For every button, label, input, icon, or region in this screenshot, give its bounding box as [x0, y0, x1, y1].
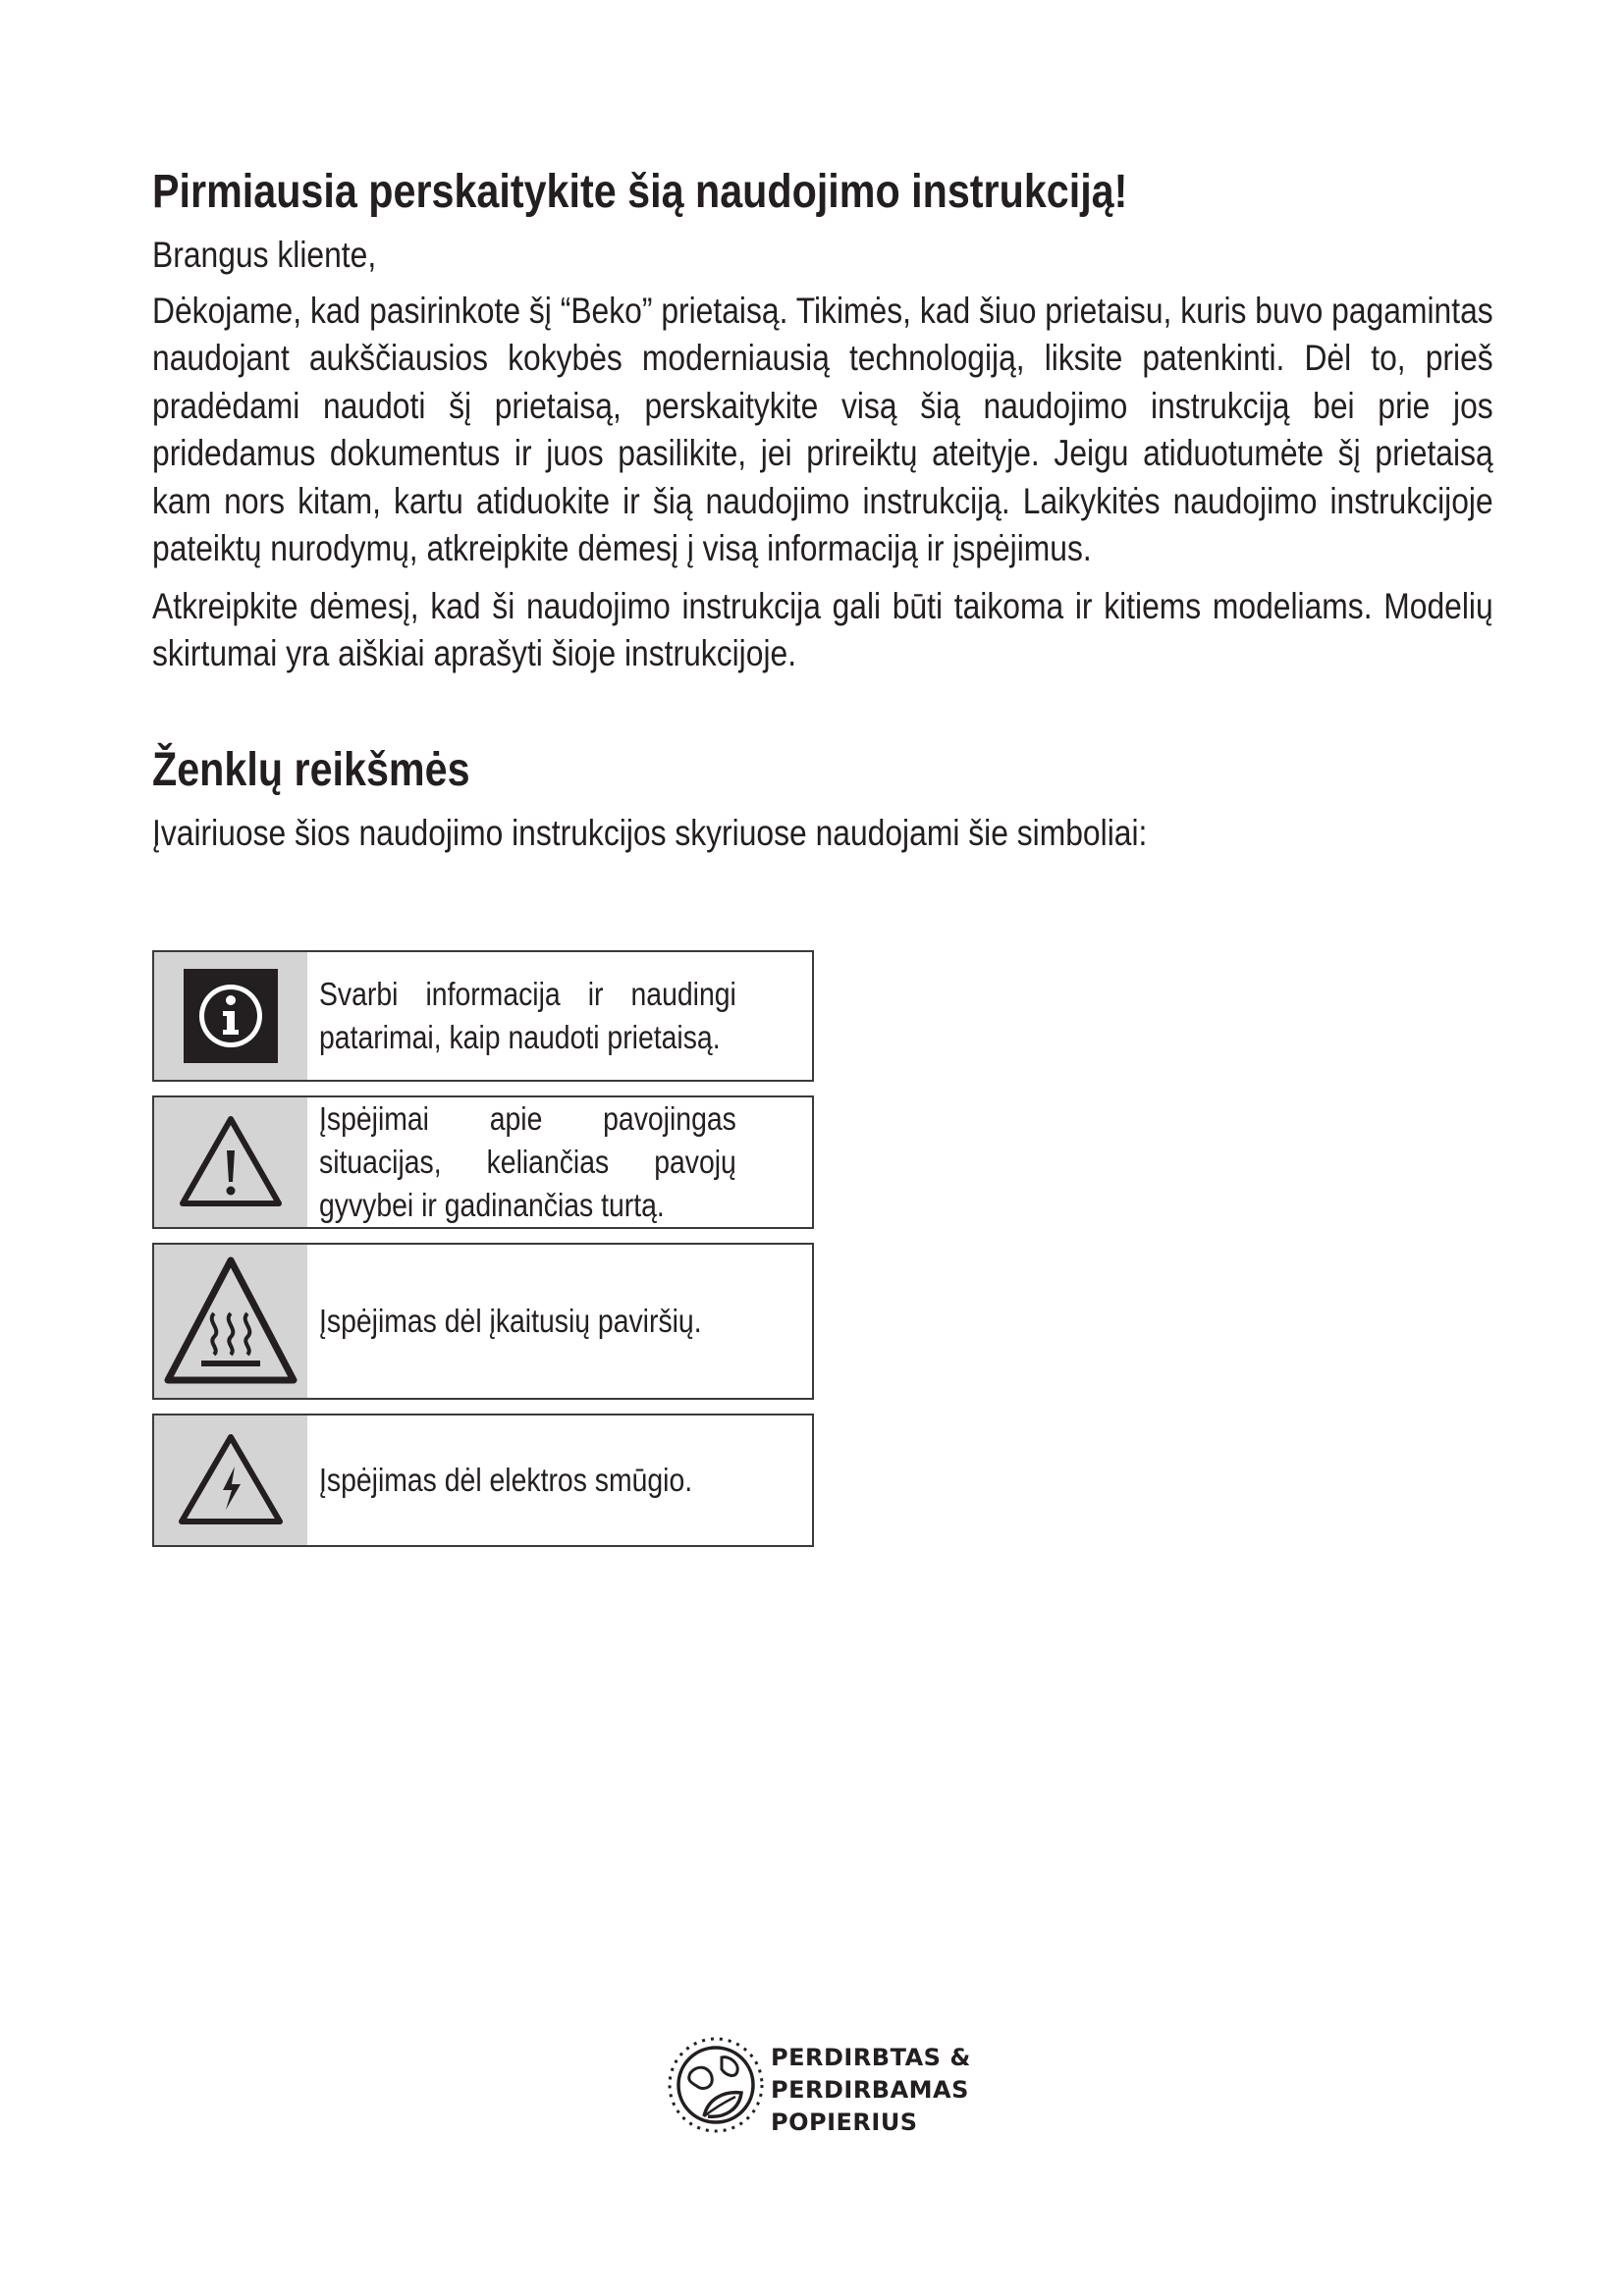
- symbol-row-hot-surface: [152, 1243, 814, 1400]
- symbol-row-warning: [152, 1095, 814, 1229]
- symbol-row-electric-shock: [152, 1414, 814, 1547]
- symbol-text-hot-surface: Įspėjimas dėl įkaitusių paviršių.: [319, 1303, 702, 1339]
- symbol-text-warning: Įspėjimai apie pavojingas situacijas, keliančias pavojų gyvybei ir gadinančias turtą.: [319, 1100, 736, 1223]
- models-note-paragraph: Atkreipkite dėmesį, kad ši naudojimo instrukcija gali būti taikoma ir kitiems modeliams. Modelių skirtumai yra aiškiai aprašyti šioje instrukcijoje.: [152, 585, 1493, 673]
- greeting: Brangus kliente,: [152, 235, 377, 275]
- page-content: [152, 157, 1493, 857]
- intro-paragraph: Dėkojame, kad pasirinkote šį “Beko” prietaisą. Tikimės, kad šiuo prietaisu, kuris buvo pagamintas naudojant aukščiausios kokybės moderniausią technologiją, liksite patenkinti. Dėl to, prieš pradėdami naudoti šį prietaisą, perskaitykite visą šią naudojimo instrukciją bei prie jos pridedamus dokumentus ir juos pasilikite, jei prireiktų ateityje. Jeigu atiduotumėte šį prietaisą kam nors kitam, kartu atiduokite ir šią naudojimo instrukciją. Laikykitės naudojimo instrukcijoje pateiktų nurodymų, atkreipkite dėmesį į visą informaciją ir įspėjimus.: [152, 290, 1493, 568]
- recycle-label-line-2: PERDIRBAMAS: [771, 2076, 969, 2104]
- electric-shock-icon: [176, 1431, 286, 1529]
- recycle-label-line-1: PERDIRBTAS &: [771, 2044, 971, 2071]
- recycled-paper-icon: [665, 2034, 767, 2136]
- symbol-cell: [154, 952, 307, 1080]
- symbol-cell: [154, 1245, 307, 1398]
- recycle-label-line-3: POPIERIUS: [771, 2109, 918, 2136]
- recycled-paper-label: [665, 2034, 979, 2142]
- page-title: Pirmiausia perskaitykite šią naudojimo instrukciją!: [152, 166, 1128, 218]
- warning-exclamation-icon: [177, 1113, 285, 1211]
- symbol-text-info: Svarbi informacija ir naudingi patarimai, kaip naudoti prietaisą.: [319, 976, 736, 1055]
- symbols-intro: Įvairiuose šios naudojimo instrukcijos skyriuose naudojami šie simboliai:: [152, 812, 1148, 853]
- symbol-cell: [154, 1415, 307, 1545]
- symbol-row-info: [152, 950, 814, 1082]
- hot-surface-icon: [162, 1255, 299, 1388]
- symbol-text-electric-shock: Įspėjimas dėl elektros smūgio.: [319, 1462, 693, 1498]
- symbol-cell: [154, 1097, 307, 1227]
- info-icon: [184, 969, 278, 1063]
- symbols-section-title: Ženklų reikšmės: [152, 743, 470, 796]
